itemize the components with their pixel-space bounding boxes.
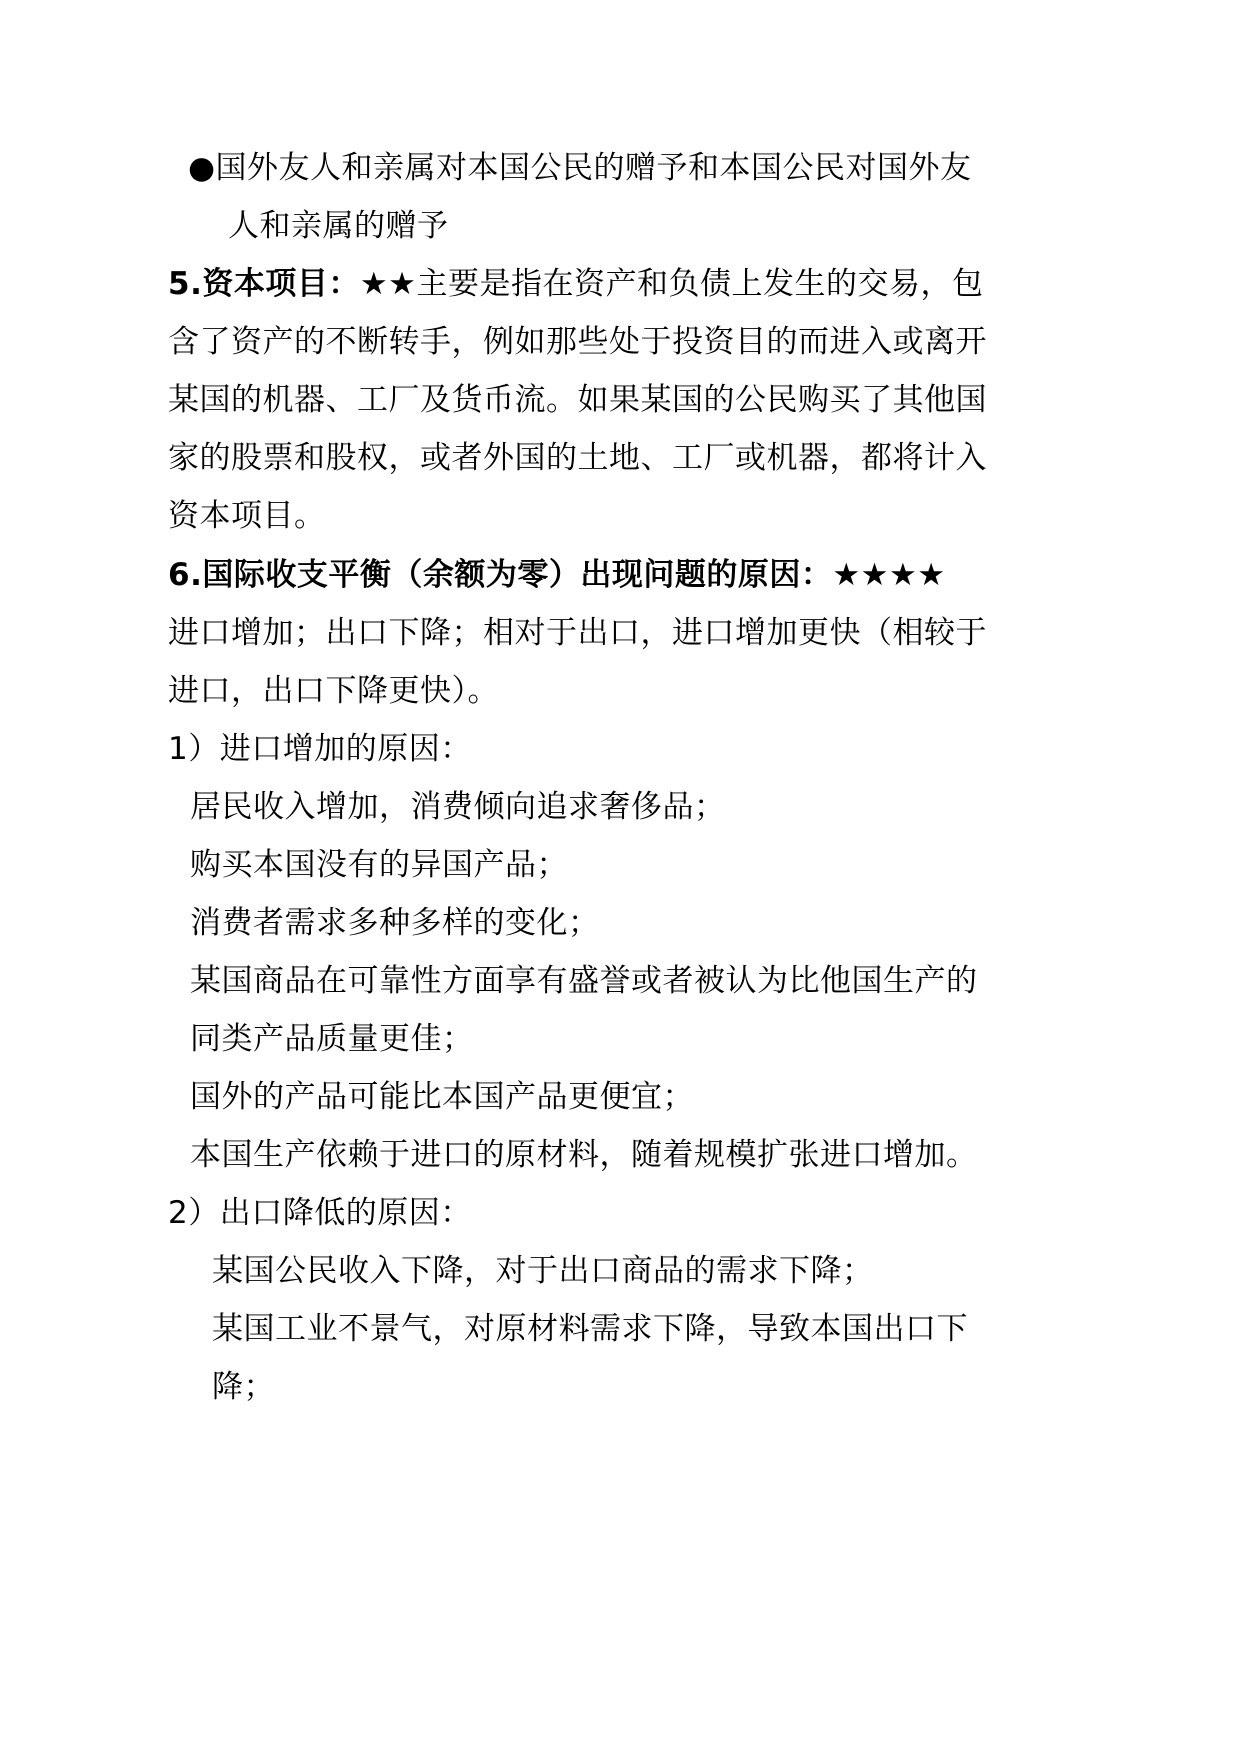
section5-first-line	[168, 264, 983, 304]
bullet-item-continuation: 人和亲属的赠予	[228, 208, 449, 244]
list-item-continuation: 降；	[212, 1369, 275, 1405]
section6-heading: 6.国际收支平衡（余额为零）出现问题的原因：	[168, 557, 833, 593]
paragraph-line: 资本项目。	[168, 498, 326, 534]
list-item: 某国工业不景气，对原材料需求下降，导致本国出口下	[212, 1311, 968, 1347]
subsection-title: 2）出口降低的原因：	[168, 1195, 472, 1231]
list-item: 某国公民收入下降，对于出口商品的需求下降；	[212, 1253, 874, 1289]
list-item-continuation: 同类产品质量更佳；	[190, 1021, 474, 1057]
importance-stars: ★★★★	[832, 557, 946, 593]
bullet-item-line: ●国外友人和亲属对本国公民的赠予和本国公民对国外友	[188, 150, 972, 186]
paragraph-line: 某国的机器、工厂及货币流。如果某国的公民购买了其他国	[168, 382, 987, 418]
paragraph-line: 含了资产的不断转手，例如那些处于投资目的而进入或离开	[168, 324, 987, 360]
importance-stars: ★★	[359, 266, 417, 302]
list-item: 某国商品在可靠性方面享有盛誉或者被认为比他国生产的	[190, 963, 978, 999]
paragraph-line: 家的股票和股权，或者外国的土地、工厂或机器，都将计入	[168, 440, 987, 476]
section5-text: 主要是指在资产和负债上发生的交易，包	[416, 266, 984, 302]
section5-heading: 5.资本项目：	[168, 266, 360, 302]
subsection-title: 1）进口增加的原因：	[168, 731, 472, 767]
paragraph-line: 进口增加；出口下降；相对于出口，进口增加更快（相较于	[168, 615, 987, 651]
list-item: 本国生产依赖于进口的原材料，随着规模扩张进口增加。	[190, 1137, 978, 1173]
list-item: 消费者需求多种多样的变化；	[190, 905, 600, 941]
list-item: 购买本国没有的异国产品；	[190, 847, 568, 883]
list-item: 居民收入增加，消费倾向追求奢侈品；	[190, 789, 726, 825]
list-item: 国外的产品可能比本国产品更便宜；	[190, 1079, 694, 1115]
section6-heading-line	[168, 555, 946, 595]
paragraph-line: 进口，出口下降更快）。	[168, 673, 499, 709]
